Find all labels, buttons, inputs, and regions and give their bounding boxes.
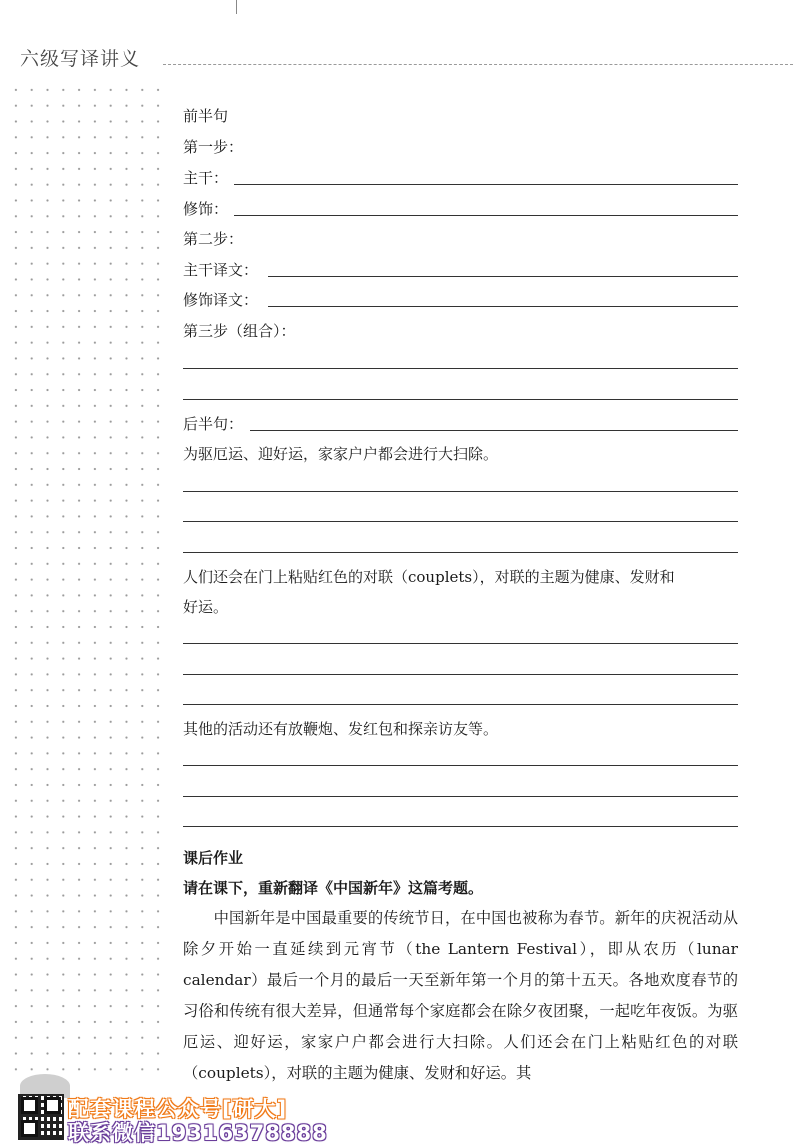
sentence-1-line-3[interactable]: [183, 552, 738, 553]
combination-line-1[interactable]: [183, 368, 738, 369]
sentence-2-line-c[interactable]: [183, 704, 738, 705]
header-rule: [163, 64, 793, 65]
step1-label: 第一步：: [183, 138, 244, 156]
qr-code-icon: [18, 1094, 64, 1140]
watermark-line-1: 配套课程公众号[研大]: [68, 1097, 288, 1121]
sentence-2-line-1: 人们还会在门上粘贴红色的对联（couplets），对联的主题为健康、发财和: [183, 568, 675, 586]
modifier-translation-line[interactable]: [268, 306, 738, 307]
sentence-3-line-1[interactable]: [183, 765, 738, 766]
homework-instruction: 请在课下，重新翻译《中国新年》这篇考题。: [183, 879, 484, 897]
sentence-1-line-2[interactable]: [183, 521, 738, 522]
modifier-answer-line[interactable]: [234, 215, 738, 216]
front-half-label: 前半句: [183, 107, 229, 125]
back-half-label: 后半句：: [183, 415, 244, 433]
step2-label: 第二步：: [183, 230, 244, 248]
main-translation-line[interactable]: [268, 276, 738, 277]
watermark-line-2: 联系微信19316378888: [68, 1121, 328, 1145]
sentence-3-line-3[interactable]: [183, 826, 738, 827]
main-translation-label: 主干译文：: [183, 261, 259, 279]
modifier-label: 修饰：: [183, 200, 229, 218]
back-half-line[interactable]: [250, 430, 738, 431]
sentence-1: 为驱厄运、迎好运，家家户户都会进行大扫除。: [183, 445, 499, 463]
homework-heading: 课后作业: [183, 849, 244, 867]
sentence-2-line-2: 好运。: [183, 598, 229, 616]
sentence-3-line-2[interactable]: [183, 796, 738, 797]
dot-grid-margin: [8, 82, 166, 1082]
step3-label: 第三步（组合）：: [183, 322, 296, 340]
modifier-translation-label: 修饰译文：: [183, 291, 259, 309]
sentence-1-line-1[interactable]: [183, 491, 738, 492]
stray-mark: [236, 0, 237, 14]
header-title: 六级写译讲义: [20, 48, 141, 70]
main-label: 主干：: [183, 169, 229, 187]
sentence-2-line-a[interactable]: [183, 643, 738, 644]
sentence-2-line-b[interactable]: [183, 674, 738, 675]
sentence-3: 其他的活动还有放鞭炮、发红包和探亲访友等。: [183, 720, 499, 738]
main-answer-line[interactable]: [234, 184, 738, 185]
homework-passage: 中国新年是中国最重要的传统节日，在中国也被称为春节。新年的庆祝活动从除夕开始一直延续到元宵节（the Lantern Festival），即从农历（lunar calendar）最后一个月的最后一天至新年第一个月的第十五天。各地欢度春节的习俗和传统有很大差异，但通常每个家庭都会在除夕夜团聚，一起吃年夜饭。为驱厄运、迎好运，家家户户都会进行大扫除。人们还会在门上粘贴红色的对联（couplets），对联的主题为健康、发财和好运。其: [183, 909, 738, 1082]
combination-line-2[interactable]: [183, 399, 738, 400]
